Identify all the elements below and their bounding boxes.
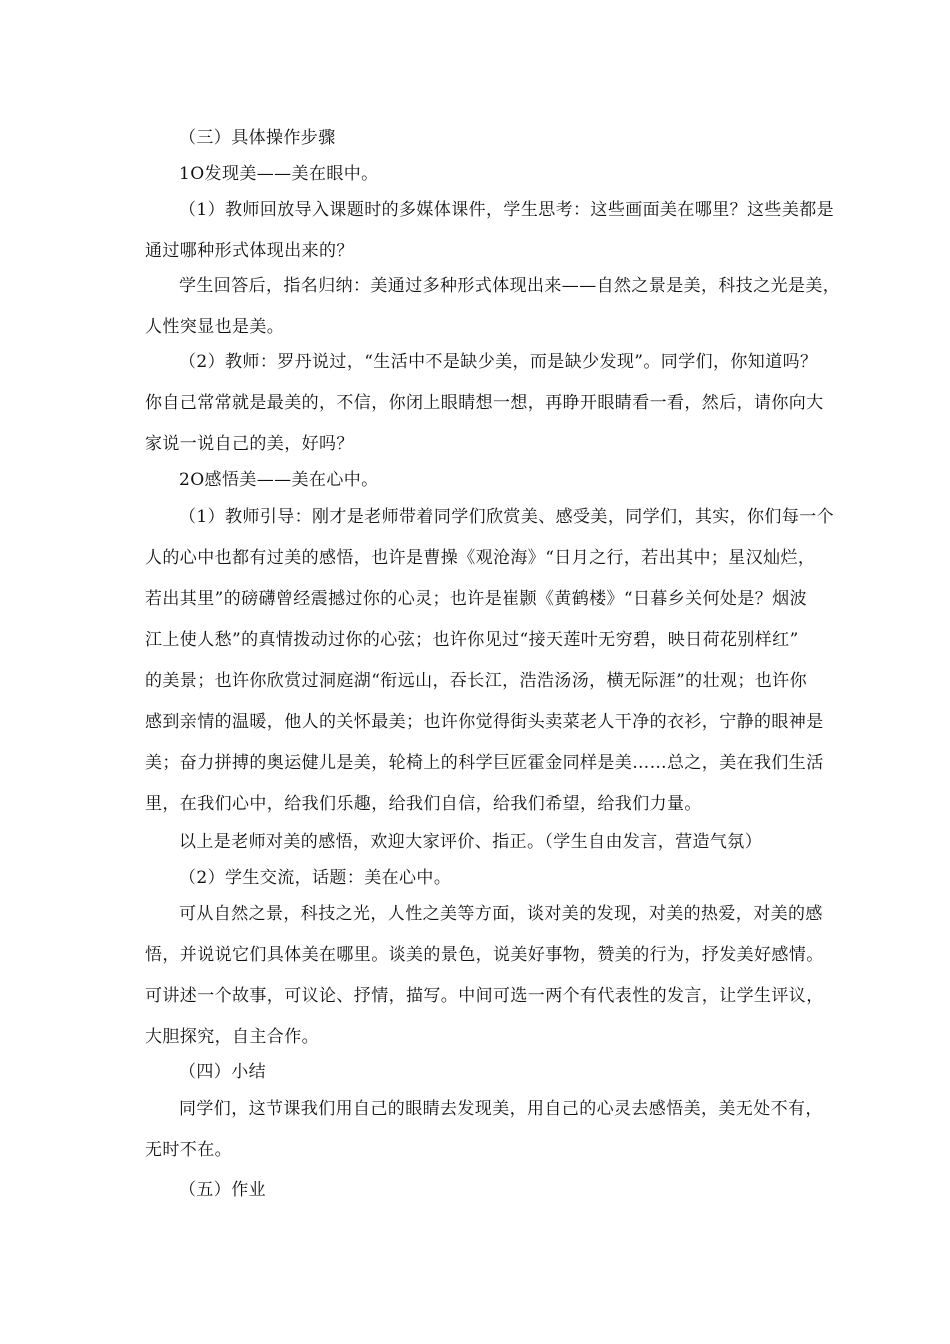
text-line: 2O感悟美——美在心中。 [179, 470, 379, 490]
text-line: （1）教师回放导入课题时的多媒体课件，学生思考：这些画面美在哪里？这些美都是 [179, 200, 835, 220]
subheading-discover-beauty [145, 154, 815, 195]
paragraph-student-exchange [145, 858, 815, 899]
text-line: （五）作业 [179, 1180, 266, 1200]
text-line: 家说一说自己的美，好吗？ [145, 434, 354, 454]
text-line: 1O发现美——美在眼中。 [179, 164, 379, 184]
text-line: 你自己常常就是最美的，不信，你闭上眼睛想一想，再睁开眼睛看一看，然后，请你向大 [145, 393, 824, 413]
text-line: 人的心中也都有过美的感悟，也许是曹操《观沧海》“日月之行，若出其中；星汉灿烂， [145, 548, 816, 568]
text-line: 可从自然之景，科技之光，人性之美等方面，谈对美的发现，对美的热爱，对美的感 [179, 904, 823, 924]
text-line: 通过哪种形式体现出来的？ [145, 241, 354, 261]
subheading-feel-beauty [145, 460, 815, 501]
paragraph-teacher-feeling [145, 822, 815, 863]
paragraph-rodin-quote [145, 342, 824, 465]
text-line: （2）学生交流，话题：美在心中。 [179, 868, 452, 888]
text-line: 无时不在。 [145, 1140, 232, 1160]
text-line: 同学们，这节课我们用自己的眼睛去发现美，用自己的心灵去感悟美，美无处不有， [179, 1099, 823, 1119]
text-line: （2）教师：罗丹说过，“生活中不是缺少美，而是缺少发现”。同学们，你知道吗？ [179, 352, 818, 372]
text-line: （四）小结 [179, 1062, 266, 1082]
paragraph-teacher-replay [145, 190, 835, 272]
text-line: 大胆探究，自主合作。 [145, 1027, 319, 1047]
text-line: 若出其里”的磅礴曾经震撼过你的心灵；也许是崔颢《黄鹤楼》“日暮乡关何处是？烟波 [145, 589, 807, 609]
text-line: 以上是老师对美的感悟，欢迎大家评价、指正。（学生自由发言，营造气氛） [179, 832, 763, 852]
paragraph-summary [145, 1089, 823, 1171]
text-line: 里，在我们心中，给我们乐趣，给我们自信，给我们希望，给我们力量。 [145, 794, 702, 814]
text-line: （1）教师引导：刚才是老师带着同学们欣赏美、感受美，同学们，其实，你们每一个 [179, 507, 835, 527]
text-line: 人性突显也是美。 [145, 317, 285, 337]
paragraph-teacher-guide [145, 497, 835, 825]
text-line: 可讲述一个故事，可议论、抒情，描写。中间可选一两个有代表性的发言，让学生评议， [145, 986, 824, 1006]
text-line: 学生回答后，指名归纳：美通过多种形式体现出来——自然之景是美，科技之光是美， [179, 276, 841, 296]
section-heading-homework [145, 1170, 815, 1211]
text-line: 的美景；也许你欣赏过洞庭湖“衔远山，吞长江，浩浩汤汤，横无际涯”的壮观；也许你 [145, 671, 807, 691]
text-line: （三）具体操作步骤 [179, 128, 336, 148]
section-heading-steps [145, 118, 815, 159]
text-line: 感到亲情的温暖，他人的关怀最美；也许你觉得街头卖菜老人干净的衣衫，宁静的眼神是 [145, 712, 824, 732]
paragraph-student-answer [145, 266, 841, 348]
text-line: 江上使人愁”的真情拨动过你的心弦；也许你见过“接天莲叶无穷碧，映日荷花别样红” [145, 630, 799, 650]
paragraph-discussion-topics [145, 894, 824, 1058]
section-heading-summary [145, 1052, 815, 1093]
text-line: 美；奋力拼搏的奥运健儿是美，轮椅上的科学巨匠霍金同样是美……总之，美在我们生活 [145, 753, 824, 773]
text-line: 悟，并说说它们具体美在哪里。谈美的景色，说美好事物，赞美的行为，抒发美好感情。 [145, 945, 824, 965]
